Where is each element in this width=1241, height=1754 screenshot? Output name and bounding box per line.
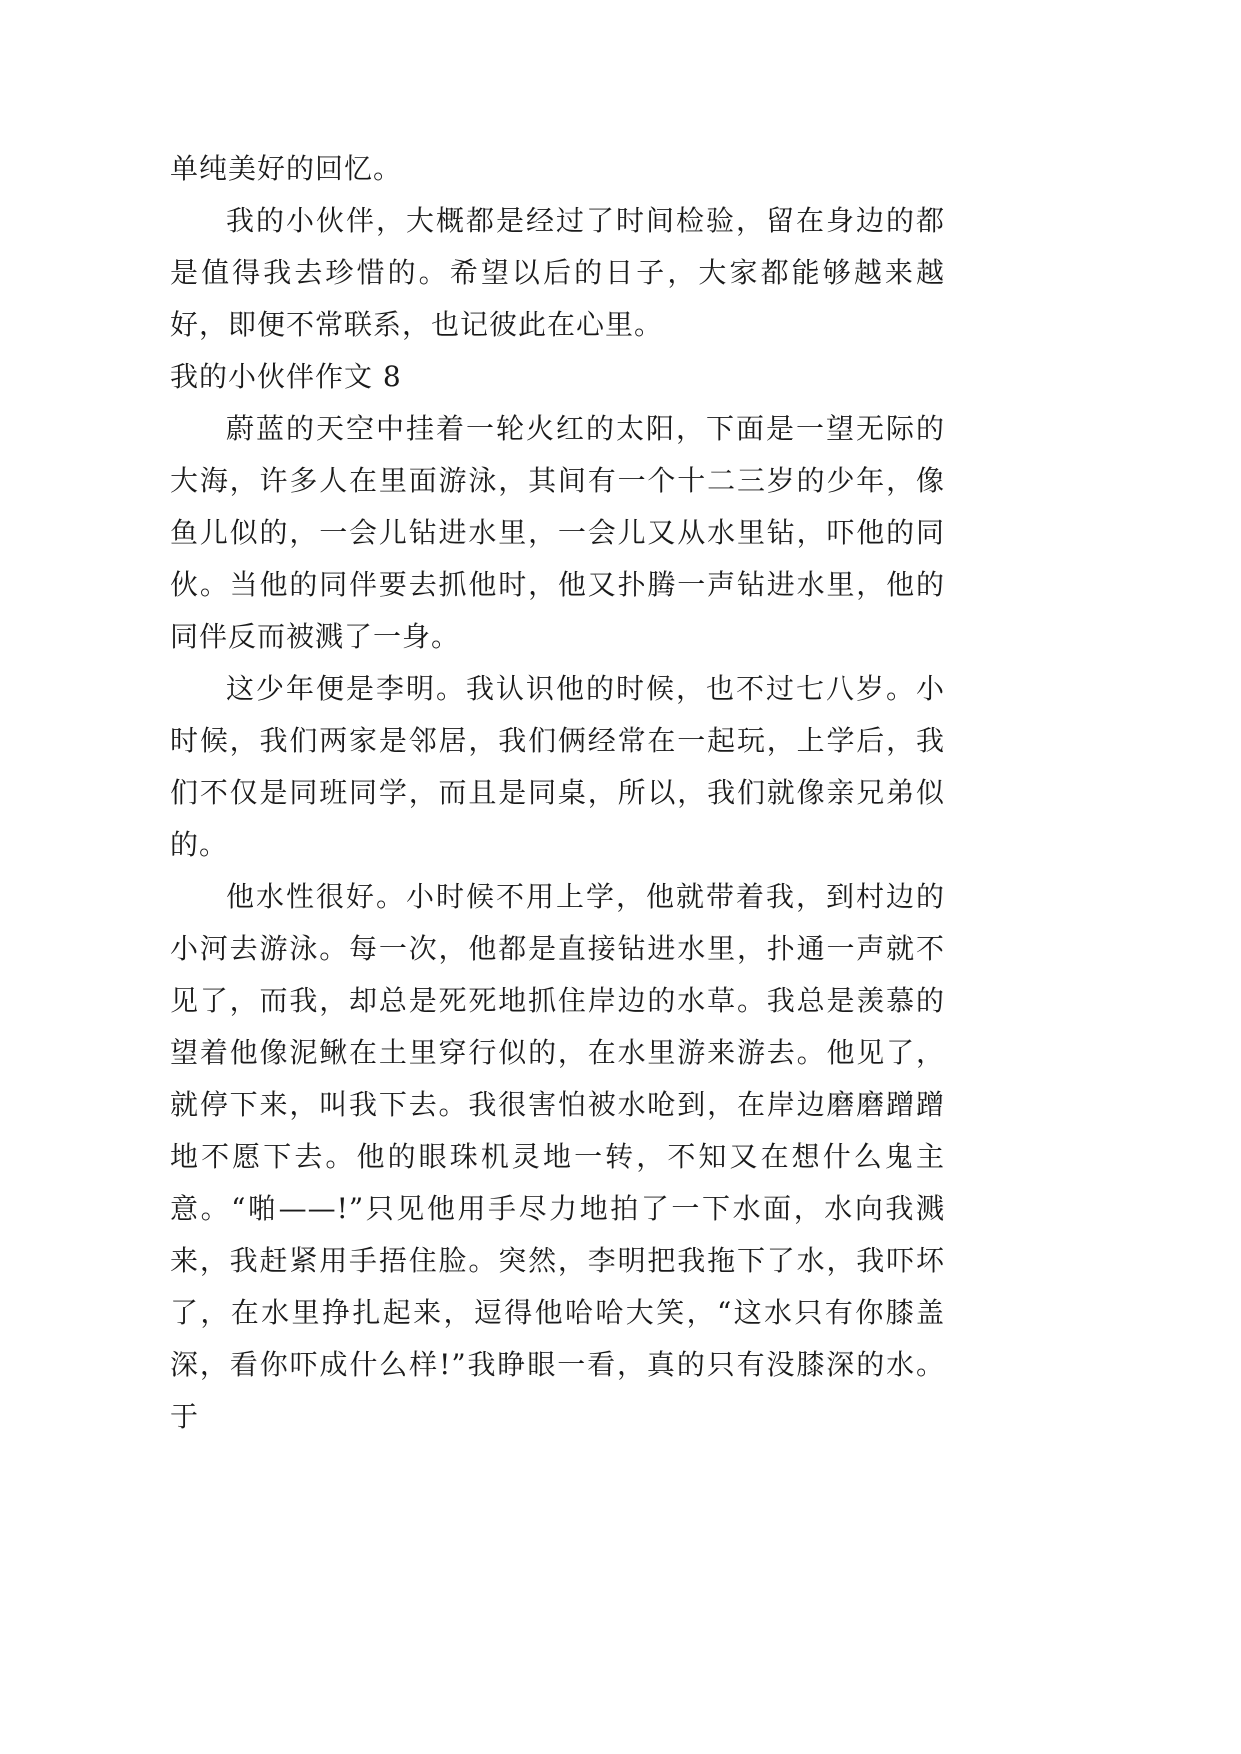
paragraph: 蔚蓝的天空中挂着一轮火红的太阳，下面是一望无际的大海，许多人在里面游泳，其间有一个十二三岁的少年，像鱼儿似的，一会儿钻进水里，一会儿又从水里钻，吓他的同伙。当他的同伴要去抓他时，他又扑腾一声钻进水里，他的同伴反而被溅了一身。 [170, 412, 945, 653]
section-title: 我的小伙伴作文 8 [170, 360, 402, 393]
document-body [170, 143, 945, 1443]
paragraph: 他水性很好。小时候不用上学，他就带着我，到村边的小河去游泳。每一次，他都是直接钻进水里，扑通一声就不见了，而我，却总是死死地抓住岸边的水草。我总是羡慕的望着他像泥鳅在土里穿行似的，在水里游来游去。他见了，就停下来，叫我下去。我很害怕被水呛到，在岸边磨磨蹭蹭地不愿下去。他的眼珠机灵地一转，不知又在想什么鬼主意。“啪——!”只见他用手尽力地拍了一下水面，水向我溅来，我赶紧用手捂住脸。突然，李明把我拖下了水，我吓坏了，在水里挣扎起来，逗得他哈哈大笑，“这水只有你膝盖深，看你吓成什么样!”我睁眼一看，真的只有没膝深的水。于 [170, 880, 945, 1433]
paragraph: 我的小伙伴，大概都是经过了时间检验，留在身边的都是值得我去珍惜的。希望以后的日子，大家都能够越来越好，即便不常联系，也记彼此在心里。 [170, 204, 945, 341]
paragraph-continuation: 单纯美好的回忆。 [170, 152, 403, 185]
paragraph: 这少年便是李明。我认识他的时候，也不过七八岁。小时候，我们两家是邻居，我们俩经常在一起玩，上学后，我们不仅是同班同学，而且是同桌，所以，我们就像亲兄弟似的。 [170, 672, 945, 861]
